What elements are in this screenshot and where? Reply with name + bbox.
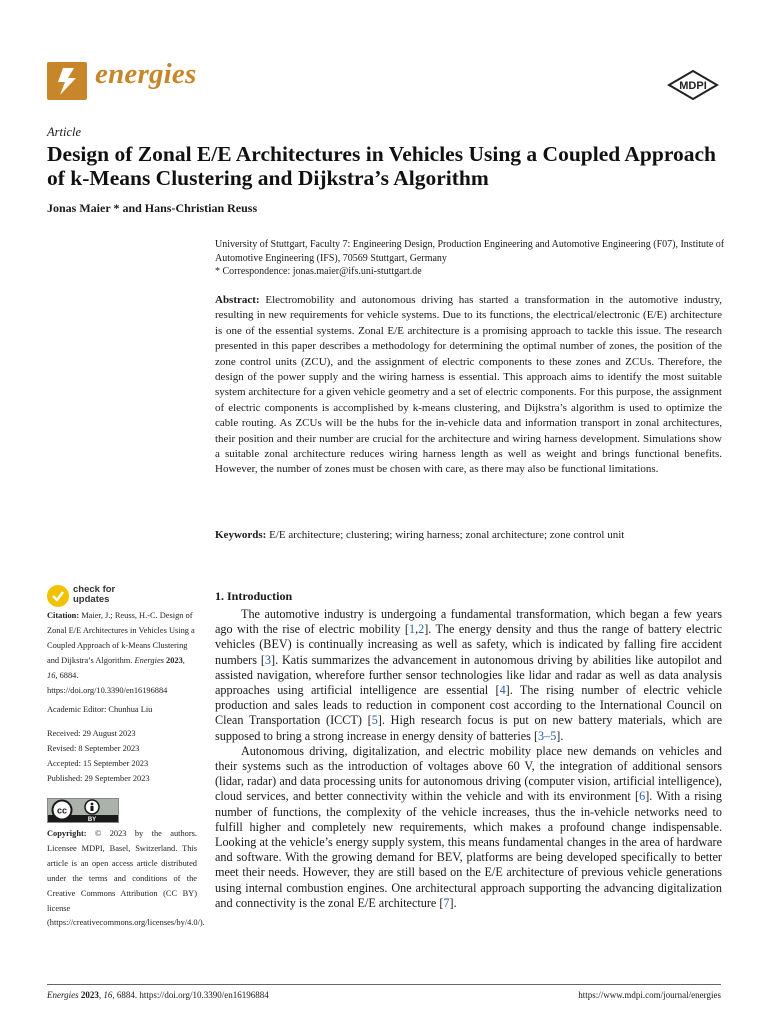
citation-link[interactable]: 4: [499, 683, 506, 698]
section-heading: 1. Introduction: [215, 589, 293, 603]
cc-by-license-icon[interactable]: [47, 798, 119, 823]
abstract: [215, 293, 722, 478]
citation-link[interactable]: 3: [264, 652, 272, 667]
footer-citation: Energies 2023, 16, 6884. https://doi.org/10.3390/en16196884: [47, 990, 269, 1000]
citation-year: 2023: [166, 655, 183, 665]
keywords: [215, 528, 722, 543]
citation-label: Citation:: [47, 611, 80, 620]
copyright-text: © 2023 by the authors. Licensee MDPI, Basel, Switzerland. This article is an open access article distributed under the terms and conditions of the Creative Commons Attribution (CC BY) license (https://creativecommons.org/licenses/by/4.0/).: [47, 829, 205, 928]
date-published: Published: 29 September 2023: [47, 773, 150, 783]
cc-text: cc: [56, 805, 68, 816]
journal-name: energies: [95, 58, 197, 90]
footer-journal-url[interactable]: https://www.mdpi.com/journal/energies: [578, 990, 721, 1000]
paragraph-2: Autonomous driving, digitalization, and electric mobility place new demands on vehicles and their systems such as the introduction of voltages above 60 V, the integration of additional sensors (lidar, radar) and data processing units for autonomous driving (computer vision, artificial intelligence), cloud services, and better connectivity within the vehicle and with its environment [6]. With a rising number of functions, the complexity of the vehicle increases, thus the in-vehicle networks need to fulfill higher and completely new requirements, which makes a profound change indispensable. Looking at the vehicle’s energy supply system, this means fundamental changes in the area of hardware and software. With the growing demand for BEV, platforms are being developed specifically to better meet their needs. However, they are still based on the E/E architecture of previous vehicle generations using internal combustion engines. One architectural approach supporting the advancing digitalization and connectivity is the zonal E/E architecture [7].: [215, 743, 722, 910]
author-list: Jonas Maier * and Hans-Christian Reuss: [47, 201, 258, 215]
paragraph-1: The automotive industry is undergoing a fundamental transformation, which began a few years ago with the rise of electric mobility [1,2]. The energy density and thus the range of battery electric vehicles (BEV) is continually increasing as well as safety, which is indicated by falling fire accident numbers [3]. Katis summarizes the advancement in autonomous driving by abilities like autopilot and assisted navigation, wherefore further sensor technologies like lidar and radar as well as data analysis approaches using artificial intelligence are essential [4]. The rising number of electric vehicle production and sales leads to reduction in component cost according to the International Council on Clean Transportation (ICCT) [5]. High research focus is put on new battery materials, which are supposed to bring a strong increase in energy density of batteries [3–5].: [215, 607, 723, 743]
keywords-label: Keywords:: [215, 529, 267, 541]
introduction-body: [215, 607, 722, 911]
citation-link[interactable]: 6: [639, 789, 646, 804]
journal-logo: [47, 62, 87, 100]
affiliation: University of Stuttgart, Faculty 7: Engineering Design, Production Engineering and Automotive Engineering (F07), Institute of Automotive Engineering (IFS), 70569 Stuttgart, Germany: [215, 239, 725, 264]
abstract-label: Abstract:: [215, 294, 260, 306]
citation-link[interactable]: 7: [443, 895, 450, 910]
citation-journal: Energies: [134, 655, 164, 665]
citation-doi[interactable]: https://doi.org/10.3390/en16196884: [47, 685, 168, 695]
copyright-label: Copyright:: [47, 829, 87, 838]
article-type: Article: [47, 125, 82, 139]
paper-title: Design of Zonal E/E Architectures in Vehicles Using a Coupled Approach of k-Means Clustering and Dijkstra’s Algorithm: [47, 142, 716, 190]
keywords-text: E/E architecture; clustering; wiring harness; zonal architecture; zone control unit: [269, 529, 625, 541]
check-for-updates-badge[interactable]: [47, 585, 167, 609]
date-revised: Revised: 8 September 2023: [47, 743, 140, 753]
copyright-notice: [47, 827, 205, 931]
mdpi-logo-text: MDPI: [679, 80, 707, 92]
check-updates-icon: [47, 585, 69, 607]
citation-volume: 16: [47, 670, 56, 680]
cc-by-text: BY: [87, 817, 97, 822]
citation-link[interactable]: 1: [408, 622, 416, 637]
citation-pages: , 6884.: [55, 670, 79, 680]
date-received: Received: 29 August 2023: [47, 729, 136, 738]
citation-link[interactable]: 3–5: [538, 728, 557, 743]
footer-divider: [47, 984, 721, 985]
citation-link[interactable]: 5: [371, 713, 378, 728]
mdpi-logo: [667, 70, 719, 100]
academic-editor: Academic Editor: Chunhua Liu: [47, 705, 153, 714]
lightning-bolt-icon: [47, 62, 87, 100]
dates: [47, 727, 197, 787]
check-updates-text: check for updates: [73, 584, 116, 605]
abstract-text: Electromobility and autonomous driving has started a transformation in the automotive industry, resulting in new requirements for vehicle systems. Due to its functions, the electrical/electronic (E/E) architecture is one of the essential systems. Zonal E/E architecture is a promising approach to tackle this issue. The research presented in this paper describes a methodology for determining the optimal number of zones, the position of the zone control units (ZCU), and the assignment of electric components to these zones and ZCUs. Therefore, the design of the power supply and the wiring harness is essential. This approach aims to identify the most suitable system architecture for a given vehicle geometry and a set of electric components. For this purpose, the assignment of electric components is accomplished by k-means clustering, and Dijkstra’s algorithm is used to optimize the cable routing. As ZCUs will be the hubs for the in-vehicle data and information transport in zonal architectures, their position and their number are crucial for the architecture and wiring harness development. Simulations show a suitable zonal architecture reduces wiring harness length as well as weight and brings functional benefits. However, the number of zones must be chosen with care, as there may also be functional limitations.: [215, 294, 722, 476]
citation: Citation: Maier, J.; Reuss, H.-C. Design of Zonal E/E Architectures in Vehicles Using a Coupled Approach of k-Means Clustering and Dijkstra’s Algorithm. Energies 2023, 16, 6884. https://doi.org/10.3390/en16196884: [47, 611, 195, 695]
correspondence: * Correspondence: jonas.maier@ifs.uni-stuttgart.de: [215, 266, 422, 277]
citation-link[interactable]: 2: [418, 622, 425, 637]
citation-text: Maier, J.; Reuss, H.-C. Design of Zonal E/E Architectures in Vehicles Using a Coupled Approach of k-Means Clustering and Dijkstra’s Algorithm.: [47, 611, 195, 665]
date-accepted: Accepted: 15 September 2023: [47, 758, 149, 768]
